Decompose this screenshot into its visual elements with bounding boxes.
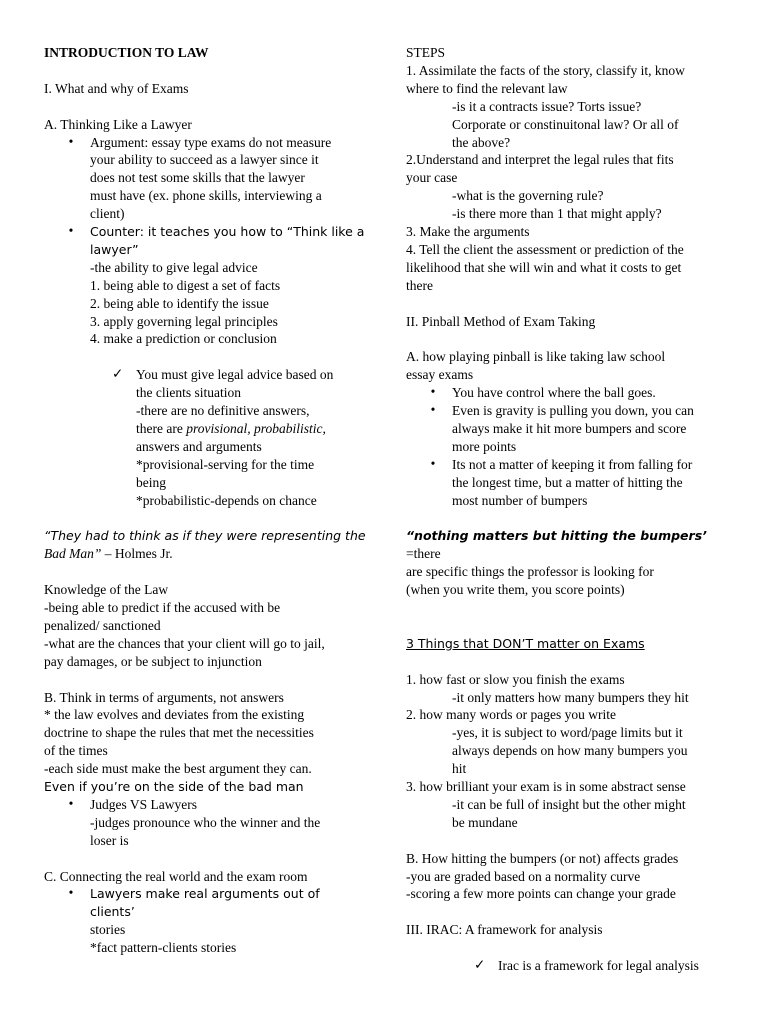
section-heading-exams: I. What and why of Exams (44, 80, 189, 96)
bullet-lawyers: • Lawyers make real arguments out of clients’ stories *fact pattern-clients stories (44, 885, 366, 957)
subheading-real-world: C. Connecting the real world and the exam room (44, 868, 308, 884)
subheading-arguments: B. Think in terms of arguments, not answers (44, 689, 284, 705)
bullet-dot-icon: • (68, 133, 74, 149)
bullet-dot-icon: • (430, 455, 436, 471)
steps-heading: STEPS (406, 45, 446, 60)
nothing-matters-quote: “nothing matters but hitting the bumpers’ =there (406, 528, 707, 562)
bullet-dot-icon: • (68, 795, 74, 811)
bullet-judges: • Judges VS Lawyers -judges pronounce who the winner and the loser is (44, 796, 366, 850)
left-column: INTRODUCTION TO LAW I. What and why of Exams A. Thinking Like a Lawyer • Argument: essay type exams do not measure your ability to succeed as a lawyer since it does not test some skills that the lawyer must have (ex. phone skills, interviewing a client) • Counter: it teaches you how to “Think like a lawyer” -the ability to give legal advice 1. being able to digest a set of facts 2. being able to identify the issue 3. apply governing legal principles 4. make a prediction or conclusion ✓ You must give legal advice based on the clients situation -there are no definitive answers, there are provisional, probabilistic, answers and arguments *provisional-serving for the time being *probabilistic-depends on chance “They had to think as if they were representing the Bad Man” – Holmes Jr. Knowledge of the Law -being able to predict if the accused with be penalized/ sanctioned -what are the chances that your client will go to jail, pay damages, or be subject to injunction B. Think in terms of arguments, not answers * the law evolves and deviates from the existing doctrine to shape the rules that met the necessities of the times -each side must make the best argument they can. Even if you’re on the side of the bad man • Judges VS Lawyers -judges pronounce who the winner and the loser is C. Connecting the real world and the exam room • Lawyers make real arguments out of clients’ stories *fact pattern-clients stories (44, 45, 366, 956)
bullet-pinball-gravity: • Even is gravity is pulling you down, you can always make it hit more bumpers and score more points (406, 402, 728, 456)
knowledge-heading: Knowledge of the Law (44, 582, 169, 598)
checkmark-icon: ✓ (474, 957, 486, 973)
bullet-argument: • Argument: essay type exams do not measure your ability to succeed as a lawyer since it does not test some skills that the lawyer must have (ex. phone skills, interviewing a client) (44, 134, 366, 224)
checkmark-icon: ✓ (112, 366, 124, 382)
subheading-thinking-like-lawyer: A. Thinking Like a Lawyer (44, 116, 192, 132)
check-note-legal-advice: ✓ You must give legal advice based on the clients situation -there are no definitive answers, there are provisional, probabilistic, answers and arguments *provisional-serving for the time being *probabilistic-depends on chance (112, 366, 334, 508)
document-title: INTRODUCTION TO LAW (44, 45, 209, 60)
right-column: STEPS 1. Assimilate the facts of the story, classify it, know where to find the relevant law -is it a contracts issue? Torts issue? Corporate or constinuitonal law? Or all of the above? 2.Understand and interpret the legal rules that fits your case -what is the governing rule? -is there more than 1 that might apply? 3. Make the arguments 4. Tell the client the assessment or prediction of the likelihood that she will win and what it costs to get there II. Pinball Method of Exam Taking A. how playing pinball is like taking law school essay exams • You have control where the ball goes. • Even is gravity is pulling you down, you can always make it hit more bumpers and score more points • Its not a matter of keeping it from falling for the longest time, but a matter of hitting the most number of bumpers “nothing matters but hitting the bumpers’ =there are specific things the professor is looking for (when you write them, you score points) 3 Things that DON’T matter on Exams 1. how fast or slow you finish the exams -it only matters how many bumpers they hit 2. how many words or pages you write -yes, it is subject to word/page limits but it always depends on how many bumpers you hit 3. how brilliant your exam is in some abstract sense -it can be full of insight but the other might be mundane B. How hitting the bumpers (or not) affects grades -you are graded based on a normality curve -scoring a few more points can change your grade III. IRAC: A framework for analysis ✓ Irac is a framework for legal analysis (406, 44, 728, 975)
holmes-quote-attribution: Bad Man” – Holmes Jr. (44, 546, 173, 562)
section-heading-pinball: II. Pinball Method of Exam Taking (406, 313, 596, 329)
three-things-heading: 3 Things that DON’T matter on Exams (406, 635, 645, 651)
bullet-pinball-bumpers: • Its not a matter of keeping it from falling for the longest time, but a matter of hitting the most number of bumpers (406, 456, 728, 510)
subheading-grades: B. How hitting the bumpers (or not) affects grades (406, 850, 679, 866)
bullet-dot-icon: • (68, 885, 74, 901)
bullet-dot-icon: • (430, 384, 436, 400)
bullet-dot-icon: • (68, 223, 74, 239)
bullet-pinball-control: • You have control where the ball goes. (406, 384, 728, 402)
holmes-quote: “They had to think as if they were representing the (44, 528, 366, 544)
check-note-irac: ✓ Irac is a framework for legal analysis (474, 957, 699, 974)
bullet-counter: • Counter: it teaches you how to “Think like a lawyer” -the ability to give legal advice 1. being able to digest a set of facts 2. being able to identify the issue 3. apply governing legal principles 4. make a prediction or conclusion (44, 223, 366, 348)
section-heading-irac: III. IRAC: A framework for analysis (406, 922, 603, 938)
bullet-dot-icon: • (430, 402, 436, 418)
